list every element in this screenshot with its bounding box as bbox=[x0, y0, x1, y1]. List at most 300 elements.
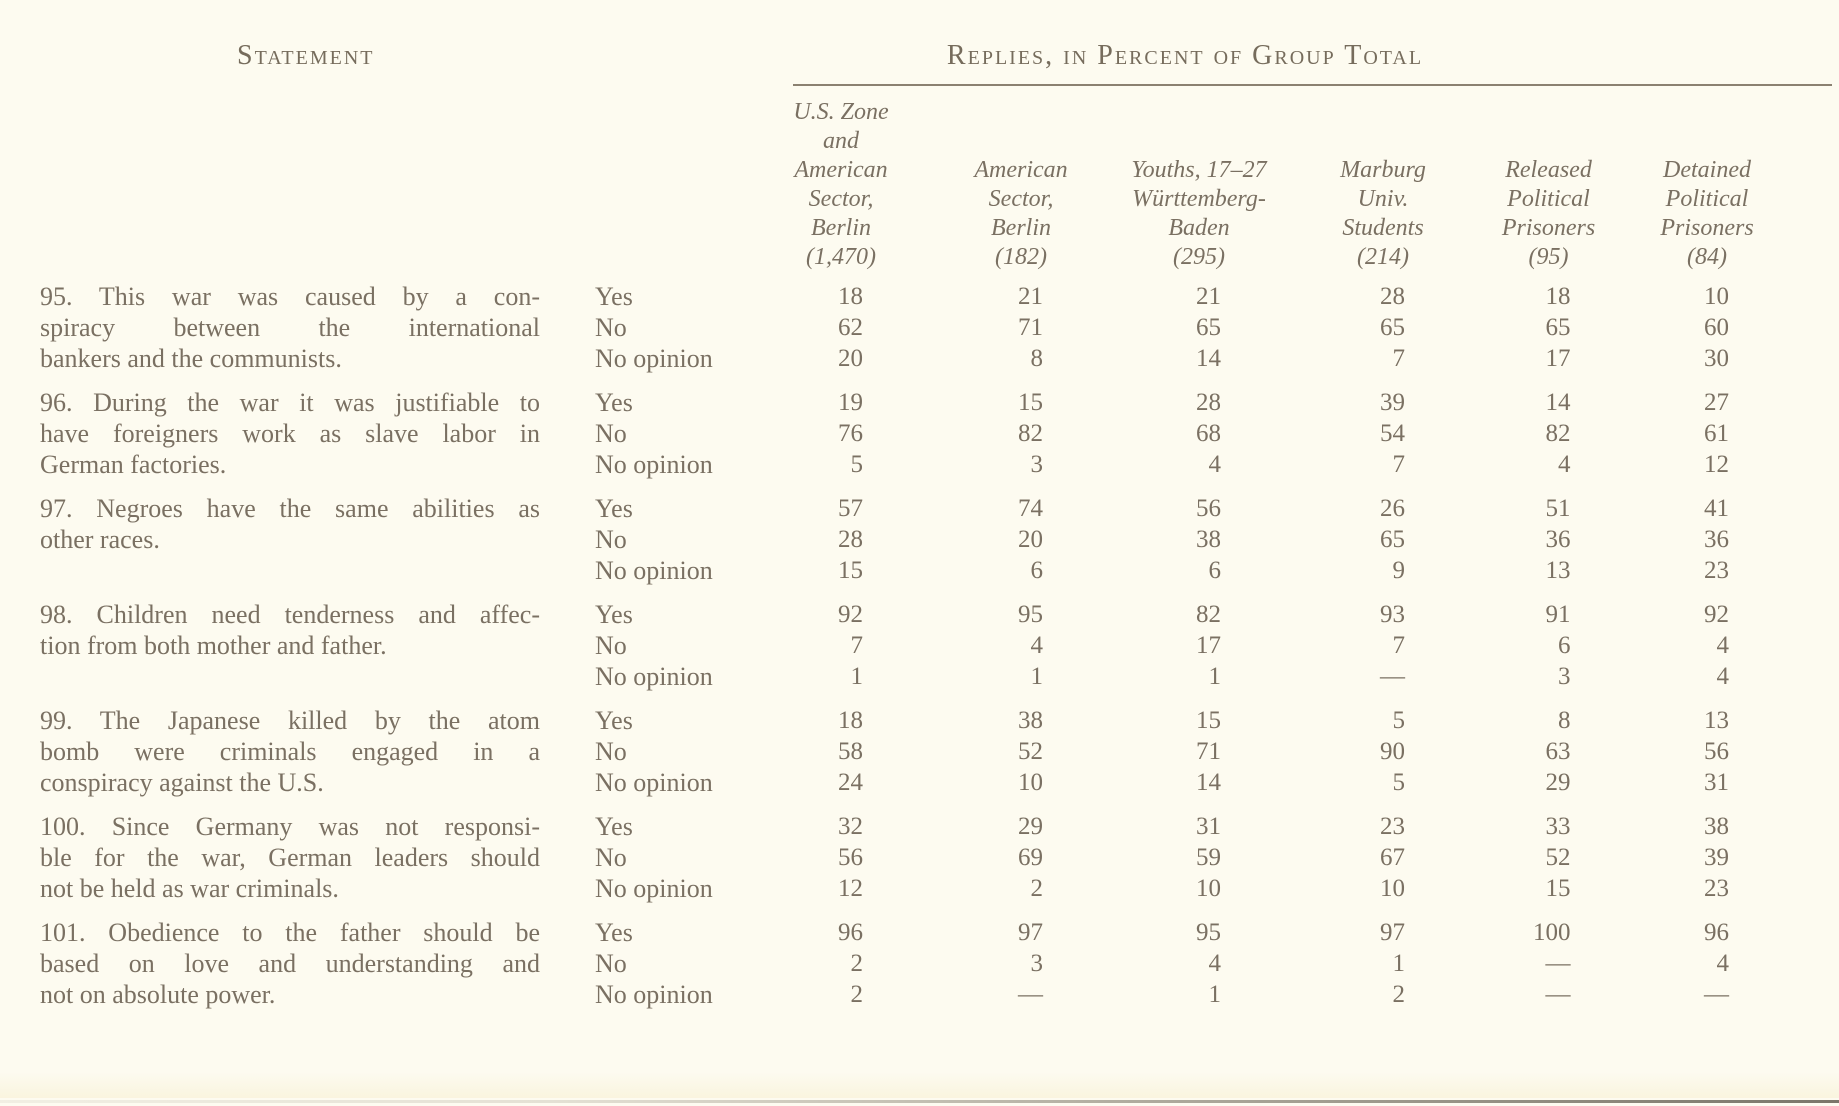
group-header-line: (214) bbox=[1357, 244, 1409, 270]
value-line bbox=[745, 630, 937, 661]
value: 92 bbox=[838, 601, 863, 628]
value: 3 bbox=[1030, 950, 1043, 977]
group-header-line: Württemberg- bbox=[1132, 186, 1266, 212]
value-line bbox=[1473, 343, 1624, 374]
statement-text bbox=[0, 599, 555, 692]
value: 59 bbox=[1196, 844, 1221, 871]
value: 82 bbox=[1545, 420, 1571, 447]
group-header bbox=[1293, 88, 1473, 272]
value-cell bbox=[1105, 599, 1293, 692]
statement-line: bomb were criminals engaged in a bbox=[40, 737, 540, 766]
value-cell bbox=[745, 599, 937, 692]
value: 4 bbox=[1558, 451, 1571, 478]
value-line bbox=[1105, 767, 1293, 798]
value: 6 bbox=[1558, 632, 1571, 659]
value-line bbox=[745, 767, 937, 798]
value-cell bbox=[1105, 811, 1293, 904]
value-line bbox=[937, 449, 1105, 480]
value-cell bbox=[937, 705, 1105, 798]
value-line bbox=[1105, 343, 1293, 374]
statement-text bbox=[0, 811, 555, 904]
value-line bbox=[1473, 524, 1624, 555]
value-line bbox=[745, 555, 937, 586]
value: 18 bbox=[838, 283, 863, 310]
value: 14 bbox=[1196, 769, 1221, 796]
value: 4 bbox=[1716, 632, 1729, 659]
value: 19 bbox=[838, 389, 863, 416]
group-headers-row bbox=[0, 88, 1790, 272]
value: 65 bbox=[1380, 314, 1405, 341]
value: 58 bbox=[838, 738, 863, 765]
statement-text bbox=[0, 705, 555, 798]
value-line bbox=[1293, 312, 1473, 343]
answer-label: No bbox=[595, 737, 627, 766]
value: 28 bbox=[1380, 283, 1405, 310]
answer-label: No bbox=[595, 313, 627, 342]
group-header-line: (182) bbox=[995, 244, 1047, 270]
value: 56 bbox=[1704, 738, 1729, 765]
value-line bbox=[1293, 842, 1473, 873]
value-line bbox=[1473, 705, 1624, 736]
value: 1 bbox=[1208, 981, 1221, 1008]
value: 27 bbox=[1704, 389, 1729, 416]
value: 56 bbox=[1196, 495, 1221, 522]
value: 74 bbox=[1018, 495, 1043, 522]
statement-line: 97. Negroes have the same abilities as bbox=[40, 494, 540, 523]
value: 36 bbox=[1704, 526, 1729, 553]
value: 12 bbox=[838, 875, 863, 902]
value: 2 bbox=[1030, 875, 1043, 902]
replies-column-header: Replies, in Percent of Group Total bbox=[946, 40, 1424, 71]
value: 57 bbox=[838, 495, 863, 522]
value-line bbox=[745, 418, 937, 449]
value: 9 bbox=[1392, 557, 1405, 584]
value-line bbox=[745, 873, 937, 904]
group-header-line: Prisoners bbox=[1501, 215, 1596, 241]
value-line bbox=[745, 493, 937, 524]
value: 15 bbox=[1018, 389, 1043, 416]
value-line bbox=[1473, 811, 1624, 842]
value-line bbox=[745, 524, 937, 555]
value-line bbox=[937, 524, 1105, 555]
group-header-line: Students bbox=[1342, 215, 1424, 241]
value-line bbox=[1473, 767, 1624, 798]
value-line bbox=[1624, 842, 1790, 873]
value-line bbox=[1293, 948, 1473, 979]
value-line bbox=[1624, 767, 1790, 798]
group-header bbox=[937, 88, 1105, 272]
scan-artifact-line bbox=[0, 1100, 1839, 1103]
value: 38 bbox=[1704, 813, 1729, 840]
statement-line: German factories. bbox=[40, 450, 227, 479]
value: 3 bbox=[1030, 451, 1043, 478]
value: 1 bbox=[1030, 663, 1043, 690]
value-line bbox=[1105, 811, 1293, 842]
value-line bbox=[745, 842, 937, 873]
statement-line: 96. During the war it was justifiable to bbox=[40, 388, 540, 417]
group-header-line: and bbox=[823, 128, 859, 154]
value-cell bbox=[1293, 917, 1473, 1010]
value: 4 bbox=[1030, 632, 1043, 659]
table-row bbox=[0, 387, 1790, 480]
value: 5 bbox=[1392, 707, 1405, 734]
answer-label: Yes bbox=[595, 600, 633, 629]
value: 92 bbox=[1704, 601, 1729, 628]
value: — bbox=[1380, 663, 1405, 690]
group-header bbox=[1473, 88, 1624, 272]
value: 24 bbox=[838, 769, 863, 796]
value: 32 bbox=[838, 813, 863, 840]
value-cell bbox=[1473, 599, 1624, 692]
value: 100 bbox=[1533, 919, 1571, 946]
group-header-line: Youths, 17–27 bbox=[1131, 157, 1267, 183]
value-cell bbox=[1473, 705, 1624, 798]
value: — bbox=[1704, 981, 1729, 1008]
value-line bbox=[745, 811, 937, 842]
value: 6 bbox=[1208, 557, 1221, 584]
header-rule bbox=[793, 84, 1832, 86]
statement-line: based on love and understanding and bbox=[40, 949, 540, 978]
value: 10 bbox=[1018, 769, 1043, 796]
value-line bbox=[745, 705, 937, 736]
statement-line: other races. bbox=[40, 525, 160, 554]
value-line bbox=[1624, 630, 1790, 661]
value-cell bbox=[1624, 493, 1790, 586]
value-line bbox=[1624, 555, 1790, 586]
value: 90 bbox=[1380, 738, 1405, 765]
value: 56 bbox=[838, 844, 863, 871]
value-line bbox=[1105, 599, 1293, 630]
value-cell bbox=[1624, 917, 1790, 1010]
value: 76 bbox=[838, 420, 863, 447]
value: 4 bbox=[1208, 950, 1221, 977]
value-line bbox=[1105, 917, 1293, 948]
answer-label: No opinion bbox=[595, 980, 713, 1009]
value-line bbox=[1105, 312, 1293, 343]
value-line bbox=[745, 281, 937, 312]
value-line bbox=[1624, 343, 1790, 374]
value-line bbox=[937, 599, 1105, 630]
value-line bbox=[937, 661, 1105, 692]
value: 61 bbox=[1704, 420, 1729, 447]
table-row bbox=[0, 811, 1790, 904]
value-cell bbox=[1624, 599, 1790, 692]
value: 12 bbox=[1704, 451, 1729, 478]
value-line bbox=[1293, 630, 1473, 661]
value: 67 bbox=[1380, 844, 1405, 871]
value: 13 bbox=[1704, 707, 1729, 734]
scan-artifact-band bbox=[0, 1072, 1839, 1098]
group-header bbox=[745, 88, 937, 272]
value-line bbox=[1624, 312, 1790, 343]
value-cell bbox=[1624, 705, 1790, 798]
value: 18 bbox=[1545, 283, 1571, 310]
value-line bbox=[1473, 493, 1624, 524]
value-line bbox=[1624, 387, 1790, 418]
value: 1 bbox=[1392, 950, 1405, 977]
value: 65 bbox=[1196, 314, 1221, 341]
value-line bbox=[745, 449, 937, 480]
value-cell bbox=[1293, 387, 1473, 480]
value-line bbox=[1293, 599, 1473, 630]
value-line bbox=[1624, 281, 1790, 312]
value-line bbox=[1105, 979, 1293, 1010]
value: 96 bbox=[1704, 919, 1729, 946]
spacer-cell bbox=[0, 88, 555, 272]
value: 30 bbox=[1704, 345, 1729, 372]
answer-label: Yes bbox=[595, 388, 633, 417]
value-line bbox=[1624, 917, 1790, 948]
value: 38 bbox=[1196, 526, 1221, 553]
answer-labels bbox=[555, 811, 745, 904]
value: 21 bbox=[1018, 283, 1043, 310]
value-line bbox=[937, 705, 1105, 736]
value: 4 bbox=[1716, 663, 1729, 690]
value: 13 bbox=[1545, 557, 1571, 584]
value: 68 bbox=[1196, 420, 1221, 447]
value-line bbox=[1473, 873, 1624, 904]
value: 52 bbox=[1545, 844, 1571, 871]
value: 29 bbox=[1018, 813, 1043, 840]
statement-line: tion from both mother and father. bbox=[40, 631, 387, 660]
value: 8 bbox=[1030, 345, 1043, 372]
value: 20 bbox=[1018, 526, 1043, 553]
group-header-line: Berlin bbox=[991, 215, 1051, 241]
value: 62 bbox=[838, 314, 863, 341]
value-line bbox=[745, 661, 937, 692]
value-line bbox=[745, 979, 937, 1010]
value: 3 bbox=[1558, 663, 1571, 690]
value-cell bbox=[1473, 387, 1624, 480]
value: 7 bbox=[1392, 632, 1405, 659]
answer-label: Yes bbox=[595, 494, 633, 523]
statement-line: 98. Children need tenderness and affec- bbox=[40, 600, 540, 629]
value: 5 bbox=[850, 451, 863, 478]
value-cell bbox=[745, 811, 937, 904]
value: 15 bbox=[1545, 875, 1571, 902]
value: 38 bbox=[1018, 707, 1043, 734]
value-line bbox=[1624, 493, 1790, 524]
value-line bbox=[1293, 493, 1473, 524]
value: 97 bbox=[1380, 919, 1405, 946]
value: 17 bbox=[1545, 345, 1571, 372]
value: 14 bbox=[1196, 345, 1221, 372]
value-line bbox=[937, 842, 1105, 873]
value-line bbox=[745, 736, 937, 767]
value-line bbox=[1473, 418, 1624, 449]
value-line bbox=[1105, 493, 1293, 524]
value: 17 bbox=[1196, 632, 1221, 659]
answer-label: No bbox=[595, 949, 627, 978]
value: 15 bbox=[1196, 707, 1221, 734]
value-line bbox=[937, 630, 1105, 661]
value-line bbox=[1293, 873, 1473, 904]
value-line bbox=[1105, 281, 1293, 312]
value: 82 bbox=[1018, 420, 1043, 447]
value-line bbox=[937, 493, 1105, 524]
value: 91 bbox=[1545, 601, 1571, 628]
value-cell bbox=[1105, 493, 1293, 586]
value: 60 bbox=[1704, 314, 1729, 341]
value-line bbox=[1293, 281, 1473, 312]
value-line bbox=[1105, 387, 1293, 418]
value-line bbox=[1473, 555, 1624, 586]
answer-label: No opinion bbox=[595, 450, 713, 479]
value-line bbox=[937, 387, 1105, 418]
value-line bbox=[937, 767, 1105, 798]
value-line bbox=[1293, 343, 1473, 374]
value: 97 bbox=[1018, 919, 1043, 946]
answer-label: Yes bbox=[595, 918, 633, 947]
value-line bbox=[1473, 449, 1624, 480]
value-cell bbox=[1624, 811, 1790, 904]
value-line bbox=[1105, 736, 1293, 767]
value-line bbox=[1473, 387, 1624, 418]
value-cell bbox=[745, 705, 937, 798]
group-header-line: (95) bbox=[1528, 244, 1569, 270]
answer-label: No opinion bbox=[595, 874, 713, 903]
value-cell bbox=[1624, 281, 1790, 374]
value: 14 bbox=[1545, 389, 1571, 416]
group-header-line: Univ. bbox=[1357, 186, 1409, 212]
statement-column-header: Statement bbox=[237, 40, 375, 71]
value-cell bbox=[1473, 281, 1624, 374]
value: 23 bbox=[1380, 813, 1405, 840]
value-line bbox=[1624, 736, 1790, 767]
table-body bbox=[0, 281, 1790, 1023]
value-line bbox=[1105, 555, 1293, 586]
value-cell bbox=[1473, 493, 1624, 586]
value-cell bbox=[1473, 811, 1624, 904]
answer-label: No opinion bbox=[595, 662, 713, 691]
value: 39 bbox=[1704, 844, 1729, 871]
group-header-line: Political bbox=[1507, 186, 1590, 212]
answer-label: No bbox=[595, 419, 627, 448]
value-line bbox=[1624, 599, 1790, 630]
value: 8 bbox=[1558, 707, 1571, 734]
value-line bbox=[1624, 524, 1790, 555]
answer-label: No bbox=[595, 843, 627, 872]
value: 95 bbox=[1018, 601, 1043, 628]
value-line bbox=[1473, 736, 1624, 767]
value-line bbox=[1473, 312, 1624, 343]
answer-labels bbox=[555, 493, 745, 586]
value-line bbox=[1105, 418, 1293, 449]
value-line bbox=[937, 281, 1105, 312]
value: 26 bbox=[1380, 495, 1405, 522]
value: 2 bbox=[850, 950, 863, 977]
table-row bbox=[0, 705, 1790, 798]
value-line bbox=[937, 979, 1105, 1010]
statement-line: have foreigners work as slave labor in bbox=[40, 419, 540, 448]
value: 1 bbox=[1208, 663, 1221, 690]
value-line bbox=[1293, 736, 1473, 767]
value: 36 bbox=[1545, 526, 1571, 553]
group-header-line: American bbox=[974, 157, 1068, 183]
group-header-line: Baden bbox=[1168, 215, 1230, 241]
answer-label: Yes bbox=[595, 282, 633, 311]
statement-line: 100. Since Germany was not responsi- bbox=[40, 812, 540, 841]
value-cell bbox=[1293, 705, 1473, 798]
value-line bbox=[1293, 917, 1473, 948]
answer-label: No opinion bbox=[595, 556, 713, 585]
table-row bbox=[0, 493, 1790, 586]
value: 52 bbox=[1018, 738, 1043, 765]
group-header-line: Released bbox=[1505, 157, 1592, 183]
value-line bbox=[1105, 630, 1293, 661]
value: 71 bbox=[1018, 314, 1043, 341]
value-cell bbox=[1293, 811, 1473, 904]
value-line bbox=[1624, 948, 1790, 979]
value: 31 bbox=[1196, 813, 1221, 840]
statement-line: not on absolute power. bbox=[40, 980, 276, 1009]
value-line bbox=[937, 312, 1105, 343]
value-cell bbox=[937, 387, 1105, 480]
value: 41 bbox=[1704, 495, 1729, 522]
value-cell bbox=[937, 599, 1105, 692]
value-line bbox=[1293, 555, 1473, 586]
value-line bbox=[937, 343, 1105, 374]
value-cell bbox=[745, 493, 937, 586]
value-line bbox=[1473, 281, 1624, 312]
value: 23 bbox=[1704, 557, 1729, 584]
statement-line: 95. This war was caused by a con- bbox=[40, 282, 540, 311]
value-line bbox=[1624, 979, 1790, 1010]
value-cell bbox=[1105, 705, 1293, 798]
value-line bbox=[1624, 418, 1790, 449]
value-line bbox=[745, 343, 937, 374]
group-header-line: Sector, bbox=[808, 186, 874, 212]
value: 31 bbox=[1704, 769, 1729, 796]
value-line bbox=[1293, 418, 1473, 449]
value-line bbox=[1105, 524, 1293, 555]
table-row bbox=[0, 917, 1790, 1010]
value-cell bbox=[1105, 917, 1293, 1010]
value-line bbox=[937, 736, 1105, 767]
statement-line: not be held as war criminals. bbox=[40, 874, 339, 903]
value-line bbox=[1473, 842, 1624, 873]
value-line bbox=[1293, 387, 1473, 418]
value: 10 bbox=[1704, 283, 1729, 310]
value: — bbox=[1018, 981, 1043, 1008]
value: 33 bbox=[1545, 813, 1571, 840]
group-header-line: (84) bbox=[1687, 244, 1727, 270]
answer-labels bbox=[555, 599, 745, 692]
value-line bbox=[745, 917, 937, 948]
value-line bbox=[1105, 705, 1293, 736]
value: 1 bbox=[850, 663, 863, 690]
value: 7 bbox=[1392, 451, 1405, 478]
spacer-cell bbox=[555, 88, 745, 272]
group-header-line: Marburg bbox=[1340, 157, 1426, 183]
value-cell bbox=[745, 281, 937, 374]
value-line bbox=[937, 811, 1105, 842]
value-cell bbox=[745, 917, 937, 1010]
value-line bbox=[1473, 661, 1624, 692]
answer-labels bbox=[555, 917, 745, 1010]
value: 95 bbox=[1196, 919, 1221, 946]
value-line bbox=[1473, 979, 1624, 1010]
value-line bbox=[745, 599, 937, 630]
group-header bbox=[1105, 88, 1293, 272]
value: 54 bbox=[1380, 420, 1405, 447]
value: 82 bbox=[1196, 601, 1221, 628]
value-line bbox=[1105, 873, 1293, 904]
statement-text bbox=[0, 281, 555, 374]
value-line bbox=[1293, 449, 1473, 480]
value: 18 bbox=[838, 707, 863, 734]
value-line bbox=[1473, 917, 1624, 948]
